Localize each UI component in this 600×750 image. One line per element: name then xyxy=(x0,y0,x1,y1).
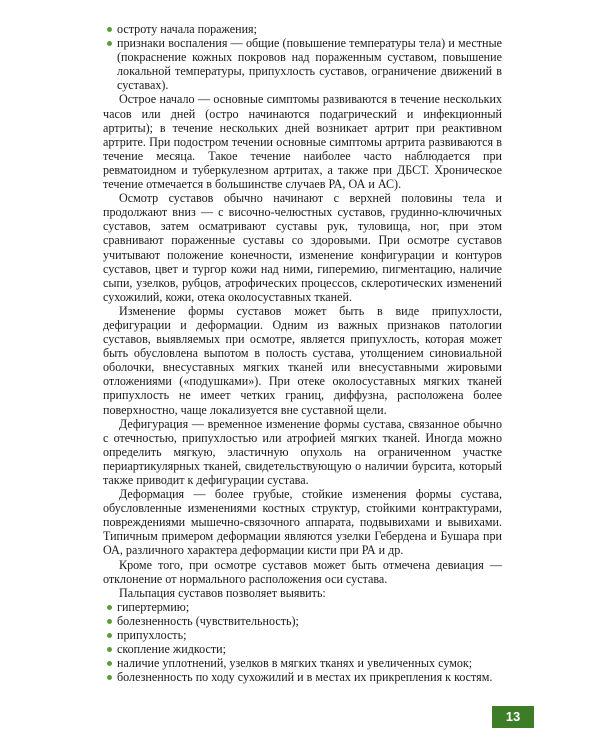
list-item: остроту начала поражения; xyxy=(103,22,502,36)
paragraph: Изменение формы суставов может быть в виде припухлости, дефигурации и деформации. Одним из важных признаков патологии суставов, выявляемых при осмотре, является припухлость, которая может быть обусловлена выпотом в полость сустава, утолщением синовиальной оболочки, внесуставных мягких тканей или внесуставными жировыми отложениями («подушками»). При отеке околосуставных мягких тканей припухлость не имеет четких границ, диффузна, расположена более поверхностно, чаще локализуется вне суставной щели. xyxy=(103,303,502,417)
list-item: скопление жидкости; xyxy=(103,642,502,656)
paragraph: Пальпация суставов позволяет выявить: xyxy=(119,585,326,600)
page-number: 13 xyxy=(492,706,534,728)
paragraph: Деформация — более грубые, стойкие изменения формы сустава, обусловленные изменениями костных структур, стойкими контрактурами, повреждениями мышечно-связочного аппарата, подвывихами и вывихами. Типичным примером деформации являются узелки Гебердена и Бушара при ОА, различного характера деформации кисти при РА и др. xyxy=(103,487,502,558)
list-item: болезненность по ходу сухожилий и в местах их прикрепления к костям. xyxy=(103,670,502,684)
list-item: наличие уплотнений, узелков в мягких тканях и увеличенных сумок; xyxy=(103,656,502,670)
list-bottom xyxy=(103,600,502,685)
paragraph: Осмотр суставов обычно начинают с верхней половины тела и продолжают вниз — с височно-челюстных суставов, грудинно-ключичных суставов, затем осматривают суставы рук, туловища, ног, при этом сравнивают пораженные суставы со здоровыми. При осмотре суставов учитывают положение конечности, изменение конфигурации и контуров суставов, цвет и тургор кожи над ними, гиперемию, пигментацию, наличие сыпи, узелков, рубцов, атрофических процессов, склеротических изменений сухожилий, кожи, отека околосуставных тканей. xyxy=(103,191,502,304)
paragraph: Кроме того, при осмотре суставов может быть отмечена девиация — отклонение от нормального расположения оси сустава. xyxy=(103,557,502,586)
paragraph: Дефигурация — временное изменение формы сустава, связанное обычно с отечностью, припухлостью или атрофией мягких тканей. Иногда можно определить мягкую, эластичную опухоль на ограниченном участке периартикулярных тканей, свидетельствующую о наличии бурсита, который также приводит к дефигурации сустава. xyxy=(103,416,502,487)
list-item: признаки воспаления — общие (повышение температуры тела) и местные (покраснение кожных покровов над пораженным суставом, повышение локальной температуры, припухлость суставов, ограничение движений в суставах). xyxy=(103,36,502,92)
paragraph: Острое начало — основные симптомы развиваются в течение нескольких часов или дней (остро начинаются подагрический и инфекционный артриты); в течение нескольких дней возникает артрит при реактивном артрите. При подостром течении основные симптомы артрита развиваются в течение месяца. Такое течение наиболее часто наблюдается при ревматоидном и туберкулезном артритах, а также при ДБСТ. Хроническое течение отмечается в большинстве случаев РА, ОА и АС). xyxy=(103,92,502,192)
list-top xyxy=(103,22,502,92)
page-text xyxy=(103,22,502,684)
list-item: припухлость; xyxy=(103,628,502,642)
list-item: болезненность (чувствительность); xyxy=(103,614,502,628)
list-item: гипертермию; xyxy=(103,600,502,614)
